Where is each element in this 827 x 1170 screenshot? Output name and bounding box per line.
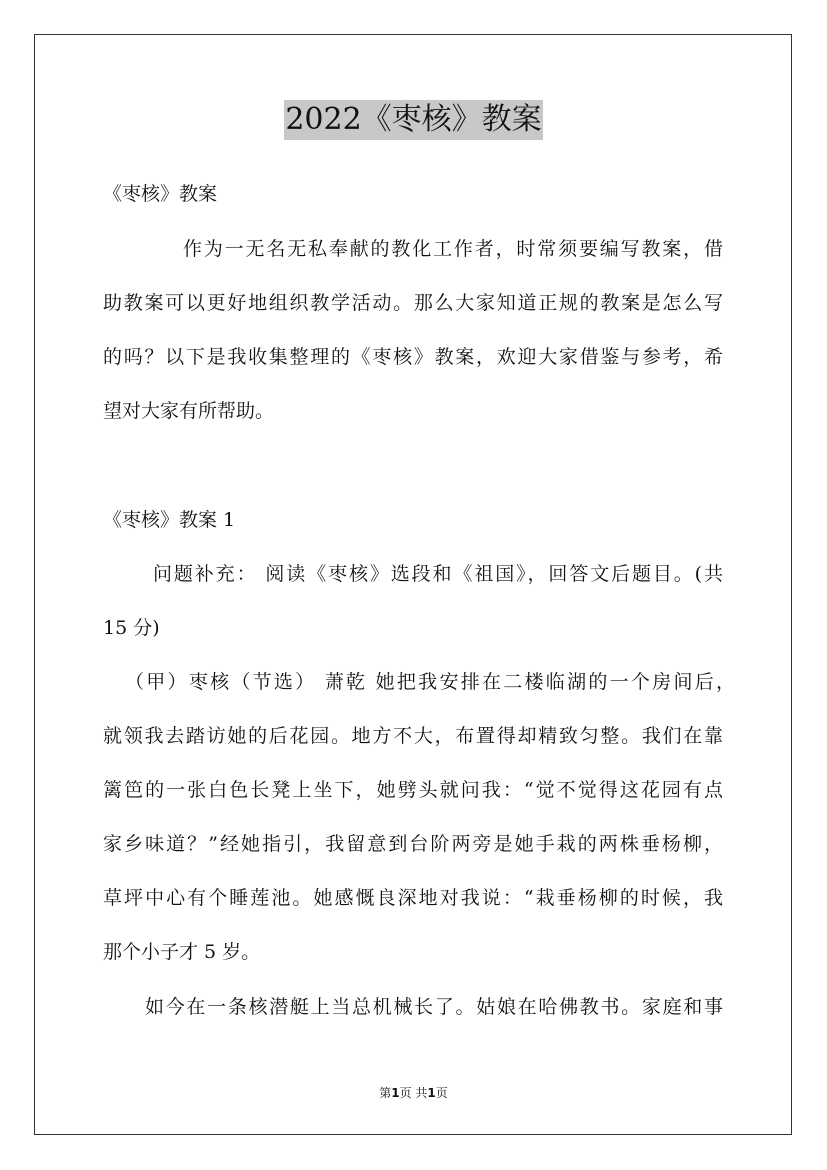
intro-line: 的吗？以下是我收集整理的《枣核》教案，欢迎大家借鉴与参考，希	[103, 346, 723, 368]
title-container	[0, 100, 827, 140]
footer-prefix: 第	[379, 1086, 392, 1100]
document-title: 2022《枣核》教案	[284, 100, 542, 140]
intro-line: 望对大家有所帮助。	[103, 400, 275, 422]
passage-line: 就领我去踏访她的后花园。地方不大，布置得却精致匀整。我们在靠	[103, 725, 723, 747]
footer-suffix: 页	[435, 1086, 448, 1100]
passage-line: 草坪中心有个睡莲池。她感慨良深地对我说：“栽垂杨柳的时候，我	[103, 887, 723, 909]
intro-line: 助教案可以更好地组织教学活动。那么大家知道正规的教案是怎么写	[103, 292, 723, 314]
page-footer	[0, 1084, 827, 1101]
passage-line: 那个小子才 5 岁。	[103, 941, 261, 963]
subtitle: 《枣核》教案	[103, 183, 218, 205]
section-heading: 《枣核》教案 1	[103, 509, 236, 531]
passage-line: 家乡味道？”经她指引，我留意到台阶两旁是她手栽的两株垂杨柳，	[103, 833, 723, 855]
passage-line: 如今在一条核潜艇上当总机械长了。姑娘在哈佛教书。家庭和事	[145, 996, 723, 1018]
footer-mid: 页 共	[399, 1086, 428, 1100]
passage-line: （甲）枣核（节选） 萧乾 她把我安排在二楼临湖的一个房间后，	[125, 671, 735, 693]
intro-line: 作为一无名无私奉献的教化工作者，时常须要编写教案，借	[183, 238, 723, 260]
question-line: 15 分)	[103, 617, 160, 639]
footer-page-number: 1	[391, 1086, 400, 1100]
question-line: 问题补充： 阅读《枣核》选段和《祖国》，回答文后题目。(共	[153, 563, 723, 585]
passage-line: 篱笆的一张白色长凳上坐下，她劈头就问我：“觉不觉得这花园有点	[103, 779, 723, 801]
footer-page-total: 1	[427, 1086, 436, 1100]
